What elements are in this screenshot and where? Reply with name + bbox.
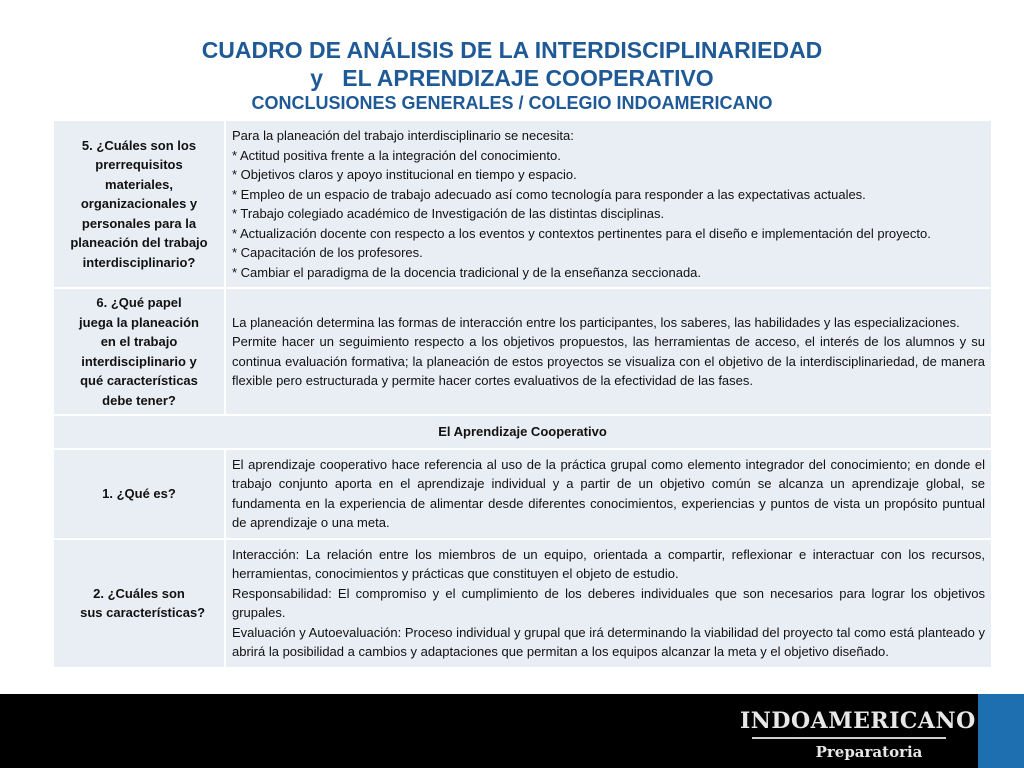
brand-divider	[752, 737, 946, 739]
question-line: materiales,	[105, 176, 173, 192]
answer-bullet: * Objetivos claros y apoyo institucional en tiempo y espacio.	[232, 167, 577, 182]
question-line: debe tener?	[102, 392, 176, 408]
question-line: en el trabajo	[100, 334, 178, 349]
answer-cell-5	[225, 120, 992, 288]
table-row-q6	[53, 288, 992, 415]
answer-bullet: * Trabajo colegiado académico de Investigación de las distintas disciplinas.	[232, 206, 665, 221]
section-row	[53, 415, 992, 449]
table-row-q5	[53, 120, 992, 288]
answer-cell-6	[225, 288, 992, 415]
slide-header	[0, 36, 1024, 114]
table-row-c1	[53, 449, 992, 539]
answer-paragraph: Evaluación y Autoevaluación: Proceso individual y grupal que irá determinando la viabilidad del proyecto tal como está planteado y abrirá la posibilidad a cambios y adaptaciones que permitan a los equipos alcanzar la meta y el objetivo diseñado.	[232, 624, 985, 659]
question-line: 6. ¿Qué papel	[96, 295, 182, 310]
page-title-line1: CUADRO DE ANÁLISIS DE LA INTERDISCIPLINARIEDAD	[201, 37, 823, 63]
footer-bar	[0, 694, 1024, 768]
answer-bullet: * Actitud positiva frente a la integración del conocimiento.	[232, 147, 561, 163]
question-line: juega la planeación	[79, 314, 199, 330]
brand-subtitle: Preparatoria	[815, 743, 923, 761]
page-subtitle: CONCLUSIONES GENERALES / COLEGIO INDOAMERICANO	[251, 93, 773, 113]
answer-paragraph: La planeación determina las formas de interacción entre los participantes, los saberes, las habilidades y las especializaciones.	[232, 314, 960, 330]
question-line: qué características	[80, 373, 198, 388]
page-title-line2: y EL APRENDIZAJE COOPERATIVO	[310, 65, 714, 91]
question-cell-c2	[53, 539, 225, 668]
answer-paragraph: Responsabilidad: El compromiso y el cumplimiento de los deberes individuales que son necesarios para lograr los objetivos grupales.	[232, 585, 985, 620]
answer-cell-c2	[225, 539, 992, 668]
section-heading: El Aprendizaje Cooperativo	[53, 415, 992, 449]
brand-logo	[740, 708, 976, 761]
answer-line: Para la planeación del trabajo interdisciplinario se necesita:	[232, 128, 574, 143]
question-line: 5. ¿Cuáles son los	[81, 137, 197, 153]
question-line: interdisciplinario y	[81, 353, 197, 369]
question-line: personales para la	[81, 215, 197, 231]
answer-paragraph: Interacción: La relación entre los miembros de un equipo, orientada a compartir, reflexionar e interactuar con los recursos, herramientas, conocimientos y prácticas que constituyen el objeto de estudio.	[232, 546, 985, 581]
answer-cell-c1: El aprendizaje cooperativo hace referencia al uso de la práctica grupal como elemento integrador del conocimiento; en donde el trabajo conjunto aporta en el aprendizaje individual y a partir de un objetivo común se alcanza un aprendizaje global, se fundamenta en la experiencia de alimentar desde diferentes conocimientos, experiencias y puntos de vista un propósito puntual de aprendizaje o una meta.	[225, 449, 992, 539]
question-cell-6	[53, 288, 225, 415]
question-line: planeación del trabajo	[70, 235, 208, 251]
answer-bullet: * Capacitación de los profesores.	[232, 245, 423, 260]
footer-accent-block	[978, 694, 1024, 768]
analysis-table	[52, 119, 993, 669]
question-line: 2. ¿Cuáles son	[93, 585, 185, 601]
table-row-c2	[53, 539, 992, 668]
answer-bullet: * Empleo de un espacio de trabajo adecuado así como tecnología para responder a las expectativas actuales.	[232, 186, 866, 202]
question-line: sus características?	[72, 605, 206, 620]
brand-name: INDOAMERICANO	[740, 708, 976, 734]
answer-paragraph: Permite hacer un seguimiento respecto a los objetivos propuestos, las herramientas de acceso, el interés de los alumnos y su continua evaluación formativa; la planeación de estos proyectos se visualiza con el objetivo de la interdisciplinariedad, de manera flexible pero estructurada y permite hacer cortes evaluativos de la efectividad de las fases.	[232, 334, 985, 388]
question-line: prerrequisitos	[95, 157, 183, 173]
answer-bullet: * Cambiar el paradigma de la docencia tradicional y de la enseñanza seccionada.	[232, 264, 702, 280]
question-line: organizacionales y	[80, 196, 198, 212]
question-cell-c1: 1. ¿Qué es?	[53, 449, 225, 539]
question-cell-5	[53, 120, 225, 288]
answer-bullet: * Actualización docente con respecto a los eventos y contextos pertinentes para el diseño e implementación del proyecto.	[232, 225, 931, 241]
question-line: interdisciplinario?	[82, 254, 196, 270]
